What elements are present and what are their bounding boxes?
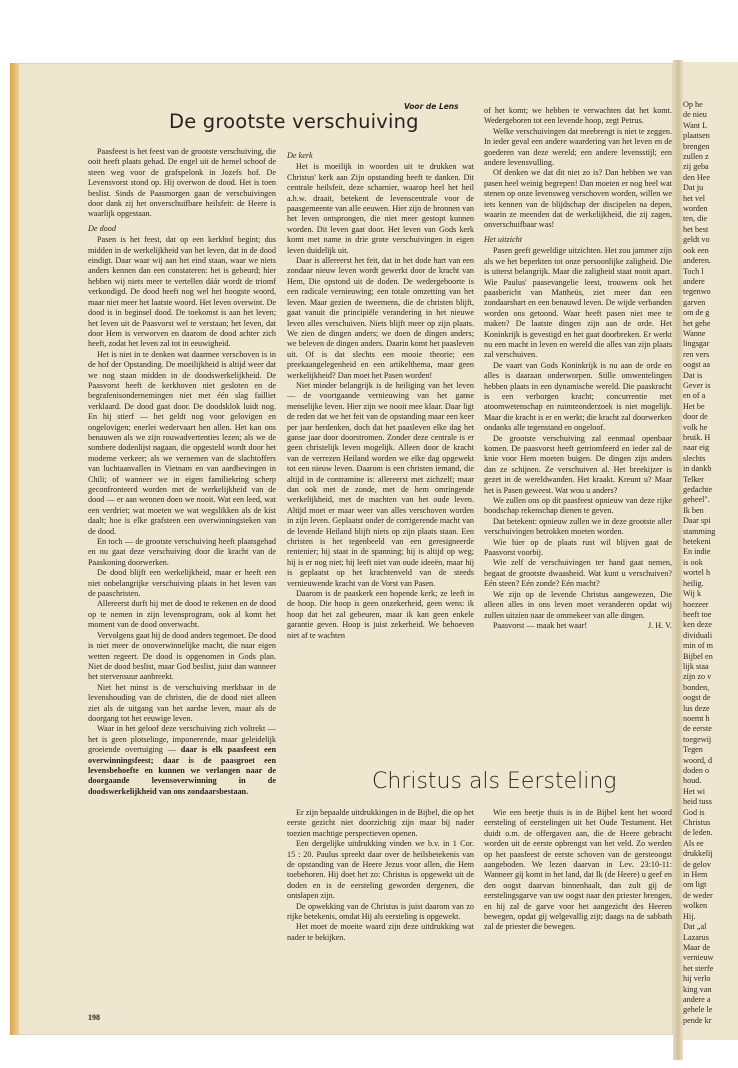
next-page-line: heid tuss bbox=[683, 797, 712, 807]
author-initials: J. H. V. bbox=[647, 620, 672, 630]
next-page-line: de nieu bbox=[683, 110, 707, 120]
next-page-line: ook een bbox=[683, 245, 709, 255]
paragraph: Wie een beetje thuis is in de Bijbel kent het woord eersteling of eerstelingen uit het Oude Testament. Het duidt o.m. de offergaven aan, die de Heere gebracht worden uit de eerste opbrengst van het veld. Zo werden op het paasfeest de eerste schoven van de gersteoogst aangeboden. We lezen daarvan in Lev. 23:10-11: Wanneer gij komt in het land, dat Ik (de Heere) u geef en den oogst daarvan binnenhaalt, dan zult gij de eerstelingsgarve van uw oogst naar den priester brengen, en hij zal de garve voor het aangezicht des Heeren bewegen, opdat gij welgevallig zijt; daags na de sabbath zal de priester die bewegen. bbox=[484, 808, 672, 932]
paragraph: Paasfeest is het feest van de grootste verschuiving, die ooit heeft plaats gehad. De engel uit de hemel schoof de steen weg voor de grafspelonk in Jozefs hof. De Levensvorst stond op. Hij overwon de dood. Het is toen beslist. Sinds de Paasmorgen gaan de verschuivingen door dank zij het onverschuifbare heilsfeit: de Heere is waarlijk opgestaan. bbox=[88, 147, 276, 219]
next-page-line: pende kr bbox=[683, 1015, 712, 1025]
next-page-line: ken deze bbox=[683, 620, 712, 630]
next-page-line: om de g bbox=[683, 308, 710, 318]
next-page-line: toegewij bbox=[683, 734, 712, 744]
paragraph: Pasen geeft geweldige uitzichten. Het zou jammer zijn als we het beperkten tot onze persoonlijke zaligheid. Die is uiterst belangrijk. Maar die zaligheid staat nooit apart. Wie Paulus' paasevangelie leest, trouwens ook het paasbericht van Mattheüs, ziet meer dan een zondaarshart en een benauwd leven. De wijde verbanden worden ons getoond. Waar heeft pasen niet mee te maken? De laatste dingen zijn aan de orde. Het Koninkrijk is gevestigd en het gaat doorbreken. Er werkt nu een macht in leven en wereld die alles van zijn plaats zal verschuiven. bbox=[484, 246, 672, 360]
next-page-line: slechts bbox=[683, 453, 706, 463]
paragraph: Het moet de moeite waard zijn deze uitdrukking wat nader te bekijken. bbox=[287, 922, 474, 942]
next-page-line: noemt h bbox=[683, 713, 710, 723]
article1-column-2 bbox=[287, 147, 474, 641]
next-page-line: betekeni bbox=[683, 537, 711, 547]
next-page-line: Wanne bbox=[683, 328, 706, 338]
paragraph: Dat betekent: opnieuw zullen we in deze grootste aller verschuivingen betrokken moeten worden. bbox=[484, 516, 672, 537]
next-page-line: het best bbox=[683, 224, 709, 234]
next-page-line: het vel bbox=[683, 193, 706, 203]
paragraph: En toch — de grootste verschuiving heeft plaatsgehad en nu gaat deze verschuiving door die kracht van de Paaskoning doorwerken. bbox=[88, 537, 276, 567]
next-page-line: tegenwo bbox=[683, 287, 711, 297]
section-subheading: De kerk bbox=[287, 151, 313, 160]
next-page-line: Toch l bbox=[683, 266, 704, 276]
next-page-line: plaatsen bbox=[683, 131, 710, 141]
next-page-line: min of m bbox=[683, 641, 714, 651]
next-page-line: Het be bbox=[683, 401, 705, 411]
next-page-line: oogst de bbox=[683, 693, 711, 703]
next-page-line: volk he bbox=[683, 422, 708, 432]
paragraph: De opwekking van de Christus is juist daarom van zo rijke betekenis, omdat Hij als eersteling is opgewekt. bbox=[287, 901, 474, 922]
next-page-line: Dat ju bbox=[683, 183, 704, 193]
paragraph: Het is moeilijk in woorden uit te drukken wat Christus' kerk aan Zijn opstanding heeft te danken. Dit centrale heilsfeit, deze scharnier, waarop heel het heil a.h.w. draait, betekent de levenscentrale voor de paasgemeente van alle eeuwen. Hier zijn de bronnen van het leven ontsprongen, die niet meer gestopt kunnen worden. Dit leven gaat door. Het leven van Gods kerk komt met name in drie grote verschuivingen in eigen leven duidelijk uit. bbox=[287, 162, 474, 255]
next-page-line: houd. bbox=[683, 776, 702, 786]
next-page-line: zij geba bbox=[683, 162, 709, 172]
next-page-line: garven bbox=[683, 297, 706, 307]
next-page-line: bonden, bbox=[683, 682, 710, 692]
paragraph: Niet minder belangrijk is de heiliging van het leven — de voortgaande vernieuwing van het ganse menselijke leven. Hier zijn we nooit mee klaar. Daar ligt de reden dat we het feit van de opstanding maar een keer per jaar herdenken, doch dat het paasleven elke dag het ganse jaar door doorstromen. Zonder deze centrale is er geen christelijk leven mogelijk. Alleen door de kracht van de verrezen Heiland worden we elke dag opgewekt tot een nieuw leven. Daarom is een christen iemand, die altijd in de contramine is: allereerst met zichzelf; maar dan ook met de zonde, met de hem omringende werkelijkheid, met de machten van het oude leven. Altijd moet er maar weer van alles verschoven worden in zijn leven. Geplaatst onder de corrigerende macht van de levende Heiland blijft niets op zijn plaats staan. Een christen is het tegenbeeld van een geresigneerde rentenier; hij staat in de spanning; hij is altijd op weg; hij is er nog niet; hij leeft niet van oude ideeën, maar hij is geplaatst op het krachtenveld van de steeds vernieuwende kracht van de Vorst van Pasen. bbox=[287, 380, 474, 588]
paragraph: We zijn op de levende Christus aangewezen, Die alleen alles in ons leven moet veranderen opdat wij zullen uitzien naar de ommekeer van alle dingen. bbox=[484, 589, 672, 620]
next-page-line: anderen. bbox=[683, 256, 711, 266]
next-page-line: lus deze bbox=[683, 703, 710, 713]
next-page-line: ren vers bbox=[683, 349, 710, 359]
next-page-line: drukkelij bbox=[683, 849, 713, 859]
paragraph: De dood blijft een werkelijkheid, maar er heeft een niet onbelangrijke verschuiving plaats in het leven van de paaschristen. bbox=[88, 568, 276, 599]
next-page-line: doden o bbox=[683, 766, 710, 775]
next-page-line: stamming bbox=[683, 526, 716, 536]
next-page-line: En indie bbox=[683, 547, 711, 557]
paragraph: De vaart van Gods Koninkrijk is nu aan de orde en alles is daaraan onderworpen. Stille omwentelingen hebben plaats in een dynamische wereld. Die paaskracht is een verborgen kracht; concurrentie met atoomwetenschap en ruimteonderzoek is niet mogelijk. Maar die kracht is er en werkt; die kracht zal doorwerken ondanks alle tegenstand en ongeloof. bbox=[484, 360, 672, 433]
next-page-text bbox=[683, 100, 738, 1026]
article2-column-2 bbox=[484, 808, 672, 933]
next-page-line: den Hee bbox=[683, 172, 711, 182]
binding-gutter bbox=[673, 60, 683, 1060]
paragraph: De grootste verschuiving zal eenmaal openbaar komen. De paasvorst heeft getriomfeerd en ieder zal de knie voor Hem moeten buigen. De dingen zijn anders dan ze schijnen. Ze verschuiven al. Het breekijzer is gezet in de wereldwanden. Het kraakt. Kreunt u? Maar het is Pasen geweest. Wat wou u anders? bbox=[484, 433, 672, 495]
next-page-line: woord, d bbox=[683, 755, 713, 765]
next-page-line: de eerste bbox=[683, 724, 712, 734]
paragraph: Daar is allereerst het feit, dat in het dode hart van een zondaar nieuw leven wordt gewerkt door de kracht van Hem, Die opstond uit de doden. De wedergeboorte is een radicale vernieuwing; een totale omzetting van het leven. Maar gezien de tweemens, die de christen blijft, gaat vanuit die principiële verandering in het nieuwe leven alles verschuiven. Niets blijft meer op zijn plaats. We zien de dingen anders; we doen de dingen anders; we beleven de dingen anders. Daarin komt het paasleven uit. Of is dat slechts een mooie theorie; een preekaangelegenheid en een artikelthema, maar geen werkelijkheid? Dan moet het Pasen worden! bbox=[287, 256, 474, 380]
next-page-line: Want L bbox=[683, 120, 708, 130]
section-subheading: Het uitzicht bbox=[484, 234, 522, 244]
paragraph: Een dergelijke uitdrukking vinden we b.v. in 1 Cor. 15 : 20. Paulus spreekt daar over de heilsbetekenis van de opstanding van de Heere Jezus voor allen, die Hem toebehoren. Hij doet het zo: Christus is opgewekt uit de doden en is de eersteling geworden dergenen, die ontslapen zijn. bbox=[287, 839, 474, 901]
next-page-line: Maar de bbox=[683, 942, 711, 952]
next-page-line: Als ee bbox=[683, 838, 704, 848]
article1-column-3 bbox=[484, 106, 672, 631]
next-page-line: geheel". bbox=[683, 495, 710, 505]
paragraph: Wie hier op de plaats rust wil blijven gaat de Paasvorst voorbij. bbox=[484, 537, 672, 558]
next-page-line: heilig. bbox=[683, 578, 704, 588]
next-page-line: door de bbox=[683, 412, 708, 422]
next-page-line: Ik ben bbox=[683, 505, 704, 515]
section-subheading: De dood bbox=[88, 223, 116, 233]
next-page-line: wolken bbox=[683, 901, 708, 911]
next-page-line: wortel h bbox=[683, 568, 711, 578]
paragraph: Of denken we dat dit niet zo is? Dan hebben we van pasen heel weinig begrepen! Dan moeten er nog heel wat stenen op onze levensweg verschoven worden, willen we iets kennen van de blijdschap der discipelen na depen, waarin ze meenden dat de werkelijkheid, die zij zagen, onverschuifbaar was! bbox=[484, 168, 672, 230]
next-page-line: om ligt bbox=[683, 880, 707, 890]
next-page-line: heeft toe bbox=[683, 609, 712, 619]
next-page-line: Op he bbox=[683, 100, 703, 109]
next-page-line: andere a bbox=[683, 994, 711, 1004]
paragraph: Allereerst durft hij met de dood te rekenen en de dood op te nemen in zijn levensprogram, ook al komt het moment van de dood onverwacht. bbox=[88, 599, 276, 630]
next-page-line: worden bbox=[683, 204, 708, 214]
next-page-line: Tegen bbox=[683, 745, 703, 755]
paragraph: Welke verschuivingen dat meebrengt is niet te zeggen. In ieder geval een andere waardering van het leven en de goederen van deze wereld; een andere levensstijl; een andere levensvulling. bbox=[484, 126, 672, 168]
next-page-line: king van bbox=[683, 984, 712, 994]
page-number: 198 bbox=[88, 1013, 100, 1022]
next-page-line: Gever is bbox=[683, 380, 711, 390]
next-page-line: Christus bbox=[683, 818, 711, 828]
next-page-line: naar eig bbox=[683, 443, 710, 453]
next-page-line: oogst aa bbox=[683, 360, 711, 370]
next-page-line: lingsgar bbox=[683, 339, 710, 349]
next-page-line: het gehe bbox=[683, 318, 711, 328]
next-page-line: en of a bbox=[683, 391, 706, 401]
paragraph: Pasen is het feest, dat op een kerkhof begint; dus midden in de werkelijkheid van het leven, dat in de dood eindigt. Daar waar wij aan het eind staan, waar we niets anders kennen dan een constateren: het is gebeurd; hier hebben wij niets meer te vertellen dáár wordt de triomf verkondigd. De dood heeft nog wel het hoogste woord, maar niet meer het laatste woord. Het leven overwint. De dood is in beginsel dood. De toekomst is aan het leven; het leven uit de Paasvorst wel te verstaan; het leven, dat door Hem is verworven en daarom de dood achter zich heeft, zodat het leven zal tot in eeuwigheid. bbox=[88, 235, 276, 349]
next-page-line: God is bbox=[683, 807, 705, 817]
next-page-line: brengen bbox=[683, 141, 710, 151]
next-page-line: gedachte bbox=[683, 485, 713, 495]
article2-column-1 bbox=[287, 808, 474, 943]
next-page-line: de leden. bbox=[683, 828, 713, 838]
next-page-fragment bbox=[683, 62, 738, 1040]
closing-line: Paasvorst — maak het waar! bbox=[493, 620, 588, 630]
next-page-line: ten, die bbox=[683, 214, 708, 224]
next-page-line: vernieuw bbox=[683, 953, 714, 963]
next-page-line: geldt vo bbox=[683, 235, 710, 245]
next-page-line: Dat is bbox=[683, 370, 703, 380]
paragraph: Wie zelf de verschuivingen ter hand gaat nemen, begaat de grootste dwaasheid. Wat kunt u verschuiven? Eén steen? Eén zonde? Eén macht? bbox=[484, 558, 672, 589]
next-page-line: andere bbox=[683, 276, 705, 286]
page-edge bbox=[10, 63, 19, 1035]
next-page-line: Lazarus bbox=[683, 932, 709, 942]
next-page-line: Bijbel en bbox=[683, 651, 713, 661]
next-page-line: in Hem bbox=[683, 870, 708, 880]
paragraph: Waar in het geloof deze verschuiving zich voltrekt — het is geen plotselinge, imponerende, maar geleidelijk groeiende overtuiging — daar is elk paasfeest een overwinningsfeest; daar is de paasgroet een levensbehoefte en kunnen we verlangen naar de doorgaande levensoverwinning in de doodswerkelijkheid van ons zondaarsbestaan. bbox=[88, 724, 276, 796]
next-page-line: Hij. bbox=[683, 911, 696, 921]
paragraph: Er zijn bepaalde uitdrukkingen in de Bijbel, die op het eerste gezicht niet doorzichtig zijn maar bij nader toezien machtige perspectieven openen. bbox=[287, 808, 474, 838]
bold-emphasis: daar is elk paasfeest een overwinningsfeest; daar is de paasgroet een levensbehoefte en kunnen we verlangen naar de doorgaande levensoverwinning in de doodswerkelijkheid van ons zondaarsbestaan. bbox=[88, 745, 276, 796]
article-title: De grootste verschuiving bbox=[169, 110, 419, 133]
paragraph: We zullen ons op dit paasfeest opnieuw van deze rijke boodschap rekenschap dienen te geven. bbox=[484, 496, 672, 516]
next-page-line: dividuali bbox=[683, 630, 713, 640]
article1-column-1 bbox=[88, 147, 276, 797]
closing-signature bbox=[484, 621, 672, 631]
section-byline: Voor de Lens bbox=[404, 102, 459, 111]
next-page-line: hoezeer bbox=[683, 599, 709, 609]
paragraph: Daarom is de paaskerk een hopende kerk; ze leeft in de hoop. Die hoop is geen onzekerheid, geen wens: ik hoop dat het zal gebeuren, maar ik kan geen enkele garantie geven. Hoop is juist zekerheid. We behoeven niet af te wachten bbox=[287, 589, 474, 640]
next-page-line: lijk staa bbox=[683, 661, 709, 671]
next-page-line: Wij k bbox=[683, 589, 702, 599]
next-page-line: bruik. H bbox=[683, 433, 711, 442]
next-page-line: Telker bbox=[683, 474, 704, 484]
next-page-line: hij verlo bbox=[683, 974, 711, 984]
next-page-line: gehele le bbox=[683, 1005, 713, 1015]
next-page-line: het sterfe bbox=[683, 963, 714, 973]
next-page-line: Dat „al bbox=[683, 922, 707, 932]
paragraph: of het komt; we hebben te verwachten dat het komt. Wedergeboren tot een levende hoop, zegt Petrus. bbox=[484, 106, 672, 126]
next-page-line: de weder bbox=[683, 890, 713, 900]
paragraph: Vervolgens gaat hij de dood anders tegemoet. De dood is niet meer de onoverwinnelijke macht, die naar eigen wetten regeert. De dood is opgenomen in Gods plan. Niet de dood beslist, maar God beslist, juist dan wanneer het stervensuur aanbreekt. bbox=[88, 630, 276, 682]
next-page-line: Het wi bbox=[683, 786, 706, 796]
next-page-line: is ook bbox=[683, 557, 703, 567]
next-page-line: de gelov bbox=[683, 859, 711, 869]
next-page-line: in dankb bbox=[683, 464, 712, 474]
next-page-line: Daar spi bbox=[683, 516, 711, 526]
next-page-line: zullen z bbox=[683, 152, 709, 162]
next-page-line: zijn zo v bbox=[683, 672, 712, 682]
paragraph: Niet het minst is de verschuiving merkbaar in de levenshouding van de christen, die de dood niet alleen ziet als de uitgang van het aardse leven, maar als de doorgang tot het eeuwige leven. bbox=[88, 682, 276, 723]
article2-title: Christus als Eersteling bbox=[372, 769, 617, 794]
paragraph: Het is niet in te denken wat daarmee verschoven is in de hof der Opstanding. De moeilijkheid is altijd weer dat we nog staan midden in de doodswerkelijkheid. De Paasvorst heeft de kerkhoven niet gesloten en de begrafenisondernemingen niet met één slag failliet verklaard. De dood gaat door. De doodsklok luidt nog. En hij stierf — het geldt nog voor gelovigen en ongelovigen; enerlei wedervaart hen allen. Het kan ons benauwen als we zijn rouwadvertenties lezen; als we de sombere dodenlijst nagaan, die opgesteld wordt door het moderne verkeer; als we vernemen van de slachtoffers van luchtaanvallen in Vietnam en van aardbevingen in Chili; of wanneer we in eigen familiekring scherp geconfronteerd worden met de werkelijkheid van de dood — er aan wennen doen we nooit. Wat een leed, wat een verdriet; wat moeten we wat wegslikken als de kist daalt; hoe is elke grafsteen een overwinningsteken van de dood. bbox=[88, 349, 276, 536]
